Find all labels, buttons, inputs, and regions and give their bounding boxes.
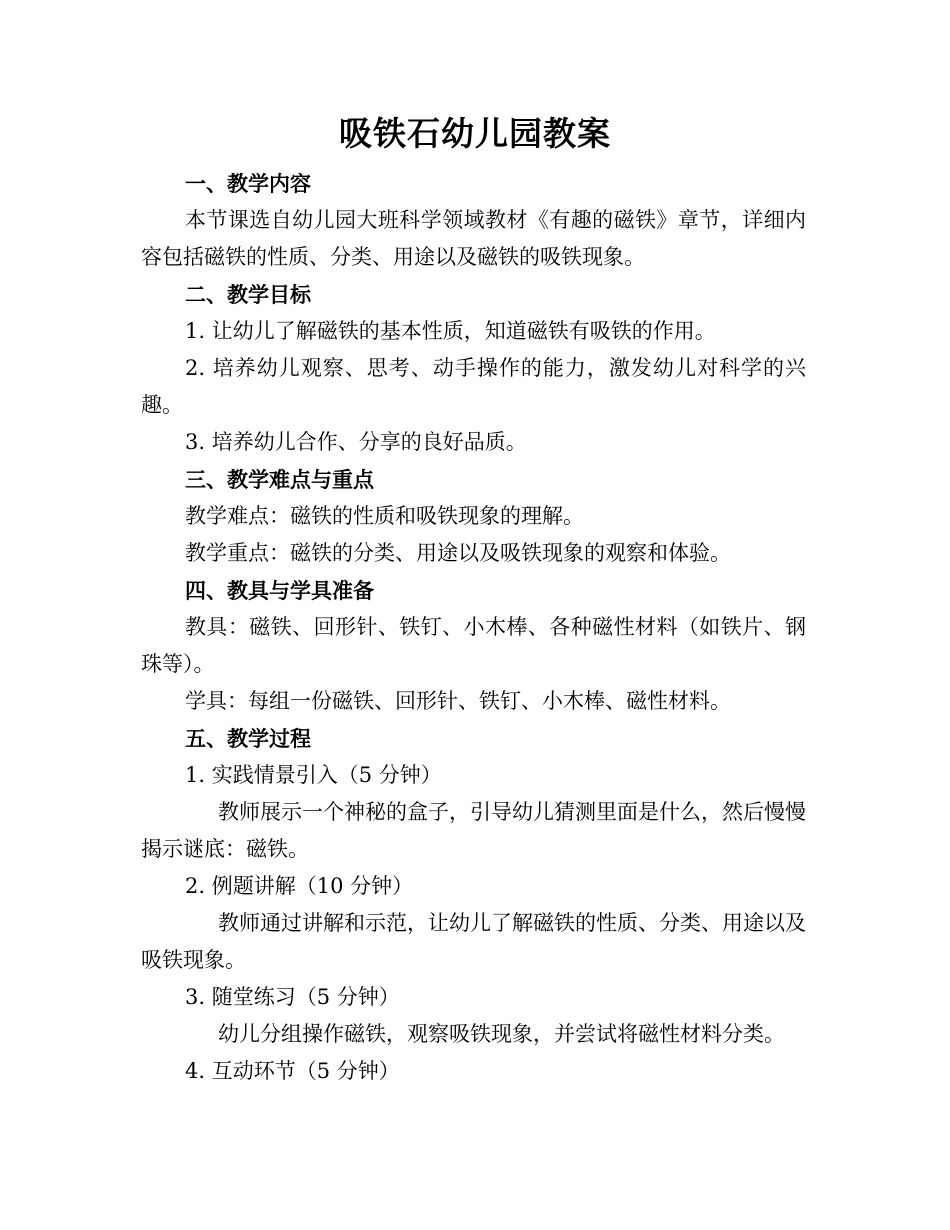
page-title: 吸铁石幼儿园教案 [339,114,611,153]
step-label: 4. 互动环节（5 分钟） [185,1059,400,1083]
list-item: 1. 让幼儿了解磁铁的基本性质，知道磁铁有吸铁的作用。 [185,319,716,343]
step-text: 教师通过讲解和示范，让幼儿了解磁铁的性质、分类、用途以及吸铁现象。 [141,911,806,972]
step-label: 3. 随堂练习（5 分钟） [185,985,400,1009]
document-body [141,165,806,1090]
step-label: 2. 例题讲解（10 分钟） [185,874,414,898]
list-item: 2. 培养幼儿观察、思考、动手操作的能力，激发幼儿对科学的兴趣。 [141,356,806,417]
step-text: 幼儿分组操作磁铁，观察吸铁现象，并尝试将磁性材料分类。 [218,1022,785,1046]
paragraph: 教具：磁铁、回形针、铁钉、小木棒、各种磁性材料（如铁片、钢珠等）。 [141,615,806,676]
step-text: 教师展示一个神秘的盒子，引导幼儿猜测里面是什么，然后慢慢揭示谜底：磁铁。 [141,800,806,861]
section-heading: 五、教学过程 [185,726,311,751]
paragraph: 学具：每组一份磁铁、回形针、铁钉、小木棒、磁性材料。 [185,689,731,713]
paragraph: 教学重点：磁铁的分类、用途以及吸铁现象的观察和体验。 [185,541,731,565]
section-heading: 一、教学内容 [185,171,311,196]
paragraph: 教学难点：磁铁的性质和吸铁现象的理解。 [185,504,584,528]
paragraph: 本节课选自幼儿园大班科学领域教材《有趣的磁铁》章节，详细内容包括磁铁的性质、分类、用途以及磁铁的吸铁现象。 [141,208,806,269]
list-item: 3. 培养幼儿合作、分享的良好品质。 [185,430,527,454]
step-label: 1. 实践情景引入（5 分钟） [185,763,442,787]
section-heading: 四、教具与学具准备 [185,578,374,603]
section-heading: 三、教学难点与重点 [185,467,374,492]
section-heading: 二、教学目标 [185,282,311,307]
